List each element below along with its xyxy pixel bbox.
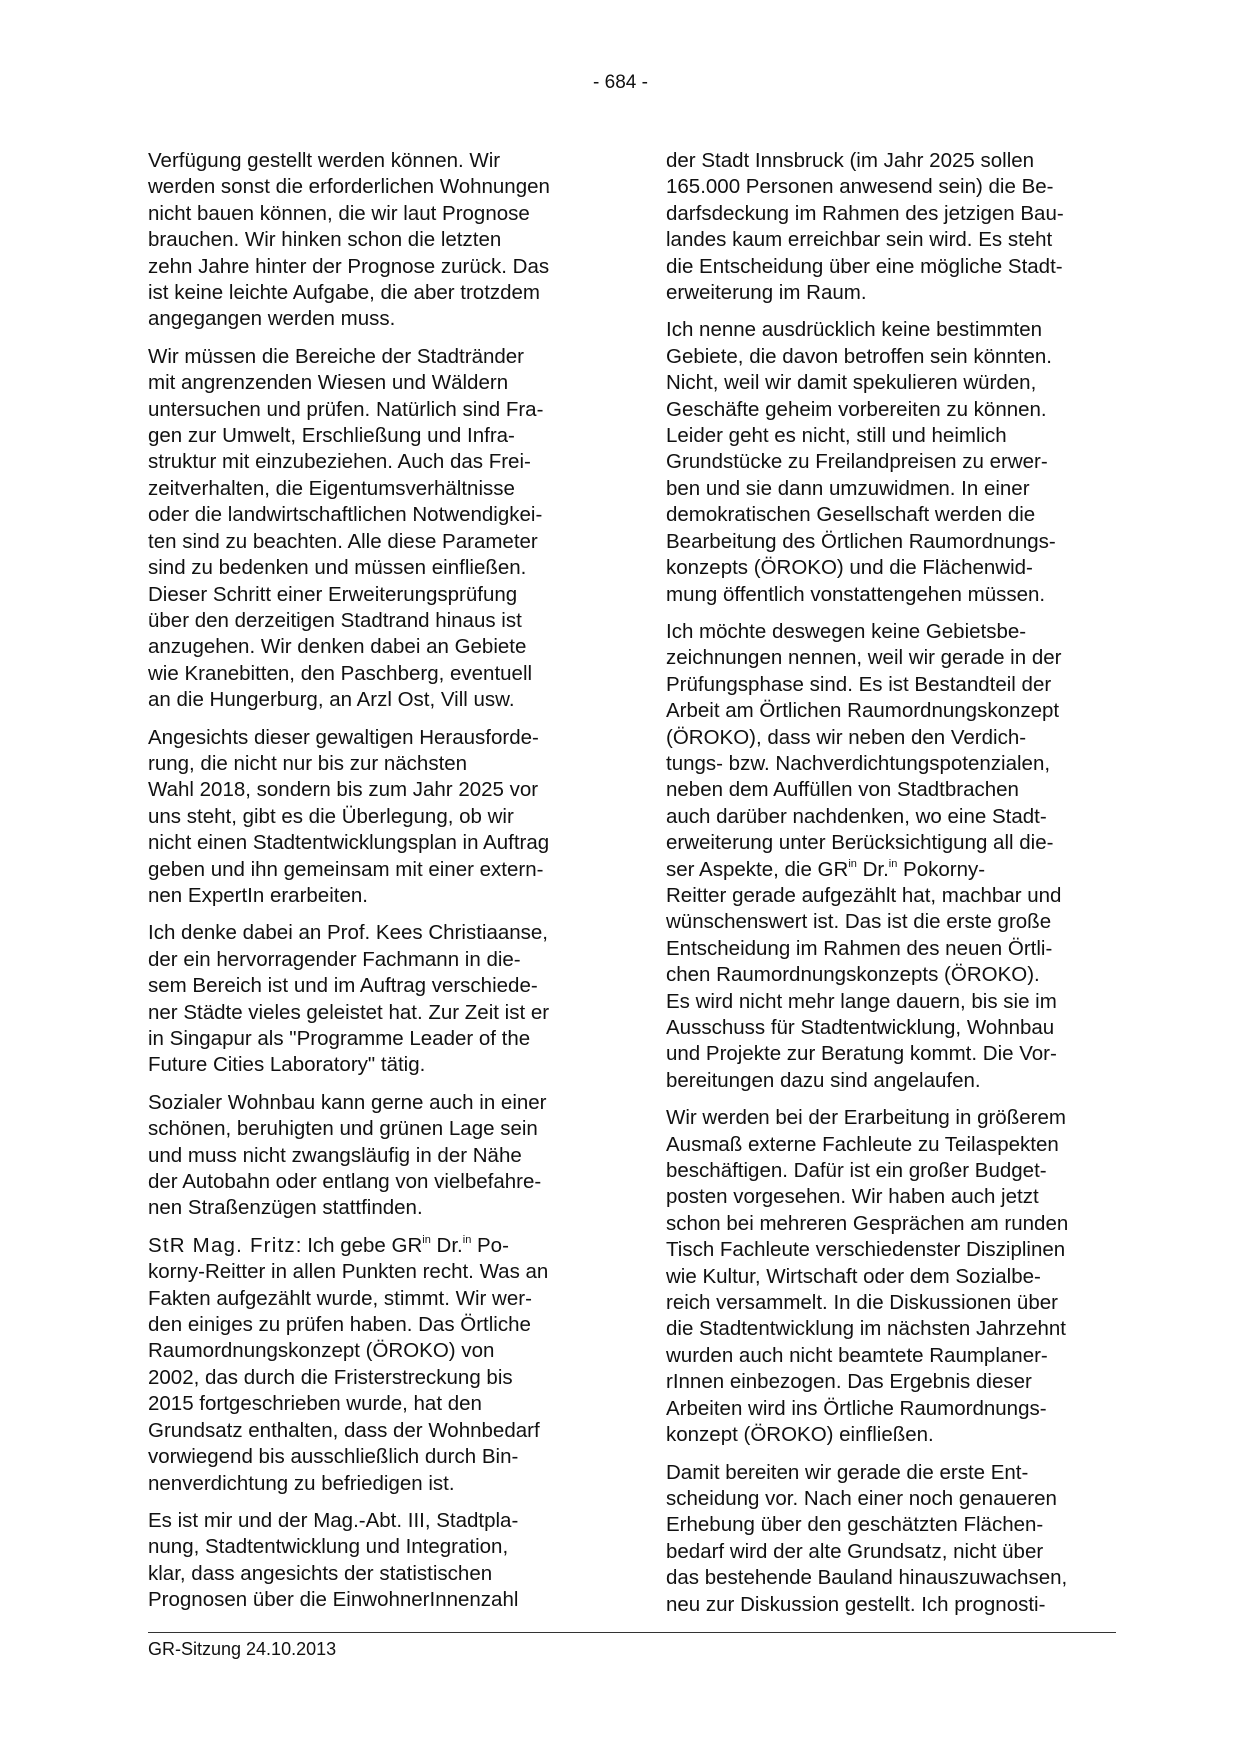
text-line: Geschäfte geheim vorbereiten zu können.: [666, 397, 1047, 421]
text-line: konzepts (ÖROKO) und die Flächenwid-: [666, 556, 1033, 580]
text-line: (ÖROKO), dass wir neben den Verdich-: [666, 725, 1027, 749]
text-line: Bearbeitung des Örtlichen Raumordnungs-: [666, 529, 1056, 553]
text-line: landes kaum erreichbar sein wird. Es steht: [666, 228, 1053, 252]
paragraph: [666, 148, 1118, 306]
text-line: klar, dass angesichts der statistischen: [148, 1561, 493, 1585]
text-line: Fakten aufgezählt wurde, stimmt. Wir wer-: [148, 1286, 532, 1310]
text-line: ist keine leichte Aufgabe, die aber trotzdem: [148, 281, 541, 305]
text-line: Wir müssen die Bereiche der Stadtränder: [148, 344, 525, 368]
text-line: werden sonst die erforderlichen Wohnungen: [148, 175, 550, 199]
paragraph: [148, 725, 600, 910]
text-line: beschäftigen. Dafür ist ein großer Budget-: [666, 1159, 1047, 1183]
text-line: zehn Jahre hinter der Prognose zurück. Das: [148, 254, 550, 278]
text-line: Es ist mir und der Mag.-Abt. III, Stadtpla-: [148, 1508, 519, 1532]
text-line: nung, Stadtentwicklung und Integration,: [148, 1535, 509, 1559]
text-line: oder die landwirtschaftlichen Notwendigkei-: [148, 503, 543, 527]
text-line: ben und sie dann umzuwidmen. In einer: [666, 476, 1030, 500]
text-fragment: Pokorny-: [897, 857, 986, 881]
text-line: Wir werden bei der Erarbeitung in größerem: [666, 1106, 1066, 1130]
text-line: nicht bauen können, die wir laut Prognose: [148, 201, 530, 225]
text-line: der ein hervorragender Fachmann in die-: [148, 947, 521, 971]
text-line: Future Cities Laboratory" tätig.: [148, 1053, 426, 1077]
text-line: erweiterung unter Berücksichtigung all die-: [666, 831, 1054, 855]
text-line: gen zur Umwelt, Erschließung und Infra-: [148, 424, 515, 448]
text-line: bedarf wird der alte Grundsatz, nicht über: [666, 1539, 1044, 1563]
text-line: Ich denke dabei an Prof. Kees Christiaanse,: [148, 921, 548, 945]
text-line: rung, die nicht nur bis zur nächsten: [148, 751, 468, 775]
text-line: rInnen einbezogen. Das Ergebnis dieser: [666, 1370, 1032, 1394]
text-line: wie Kultur, Wirtschaft oder dem Sozialbe-: [666, 1264, 1041, 1288]
text-line: posten vorgesehen. Wir haben auch jetzt: [666, 1185, 1039, 1209]
text-line: Raumordnungskonzept (ÖROKO) von: [148, 1339, 495, 1363]
text-line: uns steht, gibt es die Überlegung, ob wir: [148, 804, 514, 828]
text-line: 165.000 Personen anwesend sein) die Be-: [666, 175, 1054, 199]
paragraph: [148, 148, 600, 333]
text-line: Ich nenne ausdrücklich keine bestimmten: [666, 318, 1043, 342]
text-line: die Stadtentwicklung im nächsten Jahrzehnt: [666, 1317, 1066, 1341]
text-line: reich versammelt. In die Diskussionen über: [666, 1291, 1058, 1315]
text-line: anzugehen. Wir denken dabei an Gebiete: [148, 635, 527, 659]
text-line: schon bei mehreren Gesprächen am runden: [666, 1211, 1069, 1235]
paragraph: [148, 1508, 600, 1614]
text-line: ten sind zu beachten. Alle diese Parameter: [148, 529, 538, 553]
text-line: den einiges zu prüfen haben. Das Örtliche: [148, 1313, 531, 1337]
text-line: geben und ihn gemeinsam mit einer extern-: [148, 857, 544, 881]
text-line: neben dem Auffüllen von Stadtbrachen: [666, 778, 1019, 802]
text-line: Ich möchte deswegen keine Gebietsbe-: [666, 619, 1027, 643]
paragraph: [148, 920, 600, 1078]
text-line: Prüfungsphase sind. Es ist Bestandteil der: [666, 672, 1052, 696]
text-line: 2002, das durch die Fristerstreckung bis: [148, 1365, 513, 1389]
text-line: zeichnungen nennen, weil wir gerade in der: [666, 646, 1062, 670]
footer-session-date: GR-Sitzung 24.10.2013: [148, 1639, 337, 1659]
text-line: das bestehende Bauland hinauszuwachsen,: [666, 1566, 1068, 1590]
text-line: wünschenswert ist. Das ist die erste große: [666, 910, 1052, 934]
text-fragment: Dr.: [430, 1233, 463, 1257]
text-line: wie Kranebitten, den Paschberg, eventuell: [148, 661, 533, 685]
paragraph: [666, 317, 1118, 607]
text-line: Verfügung gestellt werden können. Wir: [148, 149, 501, 172]
text-line: zeitverhalten, die Eigentumsverhältnisse: [148, 476, 515, 500]
text-line: Wahl 2018, sondern bis zum Jahr 2025 vor: [148, 778, 539, 802]
text-line: mit angrenzenden Wiesen und Wäldern: [148, 371, 509, 395]
text-line: Erhebung über den geschätzten Flächen-: [666, 1513, 1044, 1537]
text-line: Entscheidung im Rahmen des neuen Örtli-: [666, 936, 1053, 960]
text-line: neu zur Diskussion gestellt. Ich prognosti-: [666, 1592, 1046, 1616]
text-line: sind zu bedenken und müssen einfließen.: [148, 556, 527, 580]
text-line: tungs- bzw. Nachverdichtungspotenzialen,: [666, 751, 1051, 775]
text-line: chen Raumordnungskonzepts (ÖROKO).: [666, 963, 1040, 987]
text-line: Tisch Fachleute verschiedenster Disziplinen: [666, 1238, 1066, 1262]
text-fragment: : Ich gebe GR: [295, 1233, 423, 1257]
superscript: in: [462, 1233, 472, 1246]
text-line: Prognosen über die EinwohnerInnenzahl: [148, 1588, 519, 1612]
page-number: - 684 -: [593, 72, 648, 93]
text-fragment: Po-: [471, 1233, 509, 1257]
text-line: brauchen. Wir hinken schon die letzten: [148, 228, 502, 252]
text-line: demokratischen Gesellschaft werden die: [666, 503, 1036, 527]
text-line: und muss nicht zwangsläufig in der Nähe: [148, 1143, 522, 1167]
paragraph: [148, 1090, 600, 1222]
text-line: Angesichts dieser gewaltigen Herausforde-: [148, 725, 539, 749]
text-line: untersuchen und prüfen. Natürlich sind Fra-: [148, 397, 544, 421]
text-line: der Stadt Innsbruck (im Jahr 2025 sollen: [666, 149, 1035, 172]
text-line: vorwiegend bis ausschließlich durch Bin-: [148, 1445, 519, 1469]
text-line: Arbeiten wird ins Örtliche Raumordnungs-: [666, 1396, 1047, 1420]
speaker-name: StR Mag. Fritz: [148, 1233, 296, 1257]
text-line: an die Hungerburg, an Arzl Ost, Vill usw.: [148, 688, 515, 712]
text-line: scheidung vor. Nach einer noch genaueren: [666, 1486, 1057, 1510]
text-line: Dieser Schritt einer Erweiterungsprüfung: [148, 582, 518, 606]
text-line: nenverdichtung zu befriedigen ist.: [148, 1471, 455, 1495]
text-fragment: ser Aspekte, die GR: [666, 857, 849, 881]
text-line: mung öffentlich vonstattengehen müssen.: [666, 582, 1046, 606]
text-line: Leider geht es nicht, still und heimlich: [666, 424, 1007, 448]
text-line: in Singapur als "Programme Leader of the: [148, 1027, 531, 1050]
paragraph: [666, 1460, 1118, 1618]
text-line: schönen, beruhigten und grünen Lage sein: [148, 1117, 538, 1141]
text-line: struktur mit einzubeziehen. Auch das Frei-: [148, 450, 531, 474]
text-line: Reitter gerade aufgezählt hat, machbar und: [666, 883, 1062, 907]
text-line: konzept (ÖROKO) einfließen.: [666, 1423, 934, 1447]
text-line: sem Bereich ist und im Auftrag verschiede-: [148, 974, 538, 998]
text-line: Grundsatz enthalten, dass der Wohnbedarf: [148, 1418, 540, 1442]
text-line: nicht einen Stadtentwicklungsplan in Auftrag: [148, 831, 550, 855]
right-column: [666, 148, 1118, 1629]
text-line: Gebiete, die davon betroffen sein könnten.: [666, 344, 1052, 368]
text-line: der Autobahn oder entlang von vielbefahre-: [148, 1170, 542, 1194]
text-line: Ausmaß externe Fachleute zu Teilaspekten: [666, 1132, 1059, 1156]
paragraph-speaker-fritz: [148, 1233, 600, 1497]
left-column: [148, 148, 600, 1625]
footer-divider: [148, 1632, 1116, 1633]
text-line: Damit bereiten wir gerade die erste Ent-: [666, 1460, 1029, 1484]
text-line: nen Straßenzügen stattfinden.: [148, 1196, 423, 1220]
text-line: wurden auch nicht beamtete Raumplaner-: [666, 1343, 1048, 1367]
text-line: Ausschuss für Stadtentwicklung, Wohnbau: [666, 1016, 1055, 1039]
superscript: in: [422, 1233, 431, 1246]
text-line: Arbeit am Örtlichen Raumordnungskonzept: [666, 699, 1060, 723]
text-fragment: Dr.: [856, 857, 889, 881]
text-line: korny-Reitter in allen Punkten recht. Was an: [148, 1260, 549, 1284]
text-line: [148, 1233, 600, 1259]
text-line: erweiterung im Raum.: [666, 281, 867, 305]
superscript: in: [888, 857, 898, 870]
text-line: angegangen werden muss.: [148, 307, 396, 331]
text-line: darfsdeckung im Rahmen des jetzigen Bau-: [666, 201, 1064, 225]
text-line: bereitungen dazu sind angelaufen.: [666, 1068, 981, 1092]
text-line: 2015 fortgeschrieben wurde, hat den: [148, 1392, 482, 1416]
text-line: Sozialer Wohnbau kann gerne auch in einer: [148, 1090, 547, 1114]
text-line: über den derzeitigen Stadtrand hinaus ist: [148, 608, 522, 632]
text-line: die Entscheidung über eine mögliche Stadt-: [666, 254, 1063, 278]
paragraph: [666, 1105, 1118, 1448]
text-line: nen ExpertIn erarbeiten.: [148, 883, 368, 907]
text-line: ner Städte vieles geleistet hat. Zur Zeit ist er: [148, 1000, 550, 1024]
text-line: auch darüber nachdenken, wo eine Stadt-: [666, 804, 1047, 828]
text-line: Es wird nicht mehr lange dauern, bis sie im: [666, 989, 1057, 1013]
paragraph: [666, 619, 1118, 1094]
paragraph: [148, 344, 600, 714]
text-line: und Projekte zur Beratung kommt. Die Vor-: [666, 1042, 1057, 1066]
superscript: in: [848, 857, 857, 870]
text-line: Grundstücke zu Freilandpreisen zu erwer-: [666, 450, 1048, 474]
text-line: [666, 857, 1118, 883]
text-line: Nicht, weil wir damit spekulieren würden,: [666, 371, 1037, 395]
